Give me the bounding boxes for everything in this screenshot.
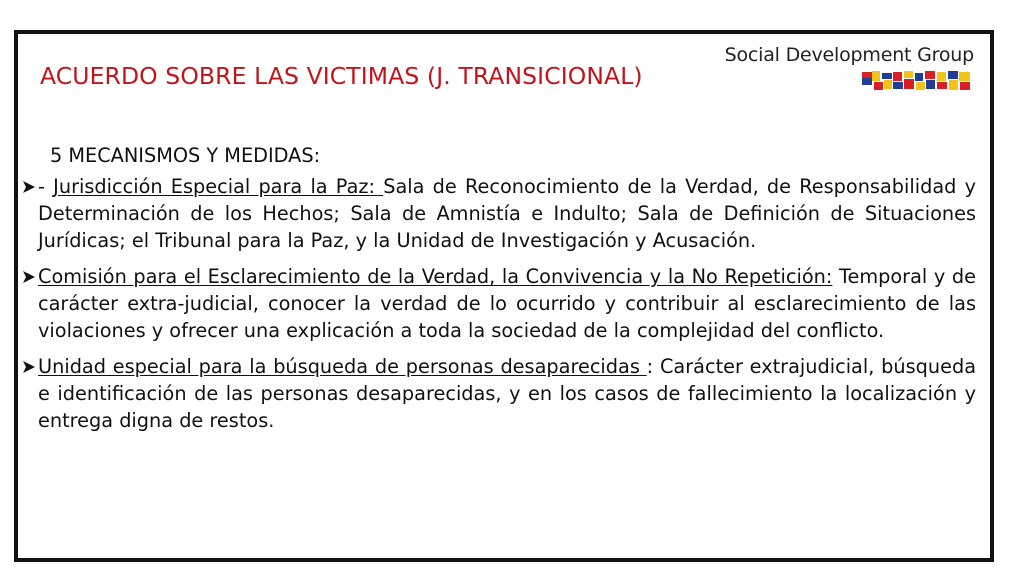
item-heading: Unidad especial para la búsqueda de personas desaparecidas (38, 355, 647, 378)
logo (724, 44, 976, 94)
item-text: Temporal y de carácter extra-judicial, conocer la verdad de lo ocurrido y contribuir al esclarecimiento de las violaciones y ofrecer una explicación a toda la sociedad de la complejidad del conflicto. (38, 265, 977, 342)
arrowhead-bullet-icon (22, 360, 36, 374)
list-item (22, 173, 976, 254)
colorful-stripes-logo-icon (860, 70, 972, 92)
item-heading: Comisión para el Esclarecimiento de la Verdad, la Convivencia y la No Repetición: (38, 265, 833, 288)
item-text: : Carácter extrajudicial, búsqueda e identificación de las personas desaparecidas, y en los casos de fallecimiento la localización y entrega digna de restos. (38, 355, 977, 432)
slide-body (22, 142, 976, 443)
logo-text: Social Development Group (724, 44, 974, 66)
item-text: Sala de Reconocimiento de la Verdad, de Responsabilidad y Determinación de los Hechos; Sala de Amnistía e Indulto; Sala de Definición de Situaciones Jurídicas; el Tribunal para la Paz, y la Unidad de Investigación y Acusación. (38, 175, 977, 252)
arrowhead-bullet-icon (22, 270, 36, 284)
section-heading: 5 MECANISMOS Y MEDIDAS: (50, 144, 321, 167)
arrowhead-bullet-icon (22, 180, 36, 194)
item-lead: - (38, 175, 54, 198)
list-item (22, 263, 976, 344)
list-item (22, 353, 976, 434)
slide-frame (14, 30, 994, 562)
slide-title: ACUERDO SOBRE LAS VICTIMAS (J. TRANSICIONAL) (40, 62, 643, 90)
item-heading: Jurisdicción Especial para la Paz: (53, 175, 384, 198)
